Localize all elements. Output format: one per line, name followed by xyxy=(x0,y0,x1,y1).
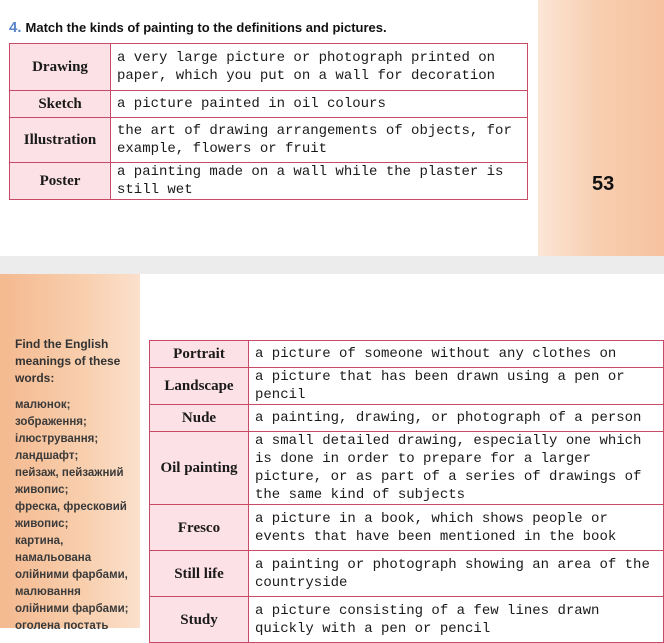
definition-cell: a picture painted in oil colours xyxy=(111,91,528,118)
matching-table-top xyxy=(9,43,528,200)
term-cell: Portrait xyxy=(150,341,249,368)
table-row xyxy=(10,91,528,118)
word-item: намальована xyxy=(15,552,92,564)
word-item: оголена постать xyxy=(15,620,109,632)
definition-cell: a painting made on a wall while the plaster is still wet xyxy=(111,163,528,200)
word-item: картина, xyxy=(15,535,64,547)
sidebar xyxy=(15,336,139,635)
word-item: живопис; xyxy=(15,484,69,496)
definition-cell: a small detailed drawing, especially one which is done in order to prepare for a larger picture, or as part of a series of drawings of the same kind of subjects xyxy=(249,432,664,505)
page-number: 53 xyxy=(592,173,615,195)
table-row xyxy=(10,163,528,200)
table-row xyxy=(150,597,664,643)
word-item: олійними фарбами; xyxy=(15,603,129,615)
table-row xyxy=(150,341,664,368)
term-cell: Illustration xyxy=(10,118,111,163)
table-row xyxy=(10,118,528,163)
word-item: ландшафт; xyxy=(15,450,79,462)
definition-cell: a picture consisting of a few lines drawn quickly with a pen or pencil xyxy=(249,597,664,643)
term-cell: Still life xyxy=(150,551,249,597)
definition-cell: a picture that has been drawn using a pen or pencil xyxy=(249,368,664,405)
word-item: фреска, фресковий xyxy=(15,501,127,513)
word-item: пейзаж, пейзажний xyxy=(15,467,124,479)
definition-cell: a picture of someone without any clothes on xyxy=(249,341,664,368)
bottom-page xyxy=(0,274,664,637)
term-cell: Sketch xyxy=(10,91,111,118)
term-cell: Nude xyxy=(150,405,249,432)
word-item: ілюстрування; xyxy=(15,433,99,445)
term-cell: Oil painting xyxy=(150,432,249,505)
word-item: живопис; xyxy=(15,518,69,530)
task-number: 4. xyxy=(9,19,22,36)
table-row xyxy=(150,505,664,551)
term-cell: Landscape xyxy=(150,368,249,405)
table-row xyxy=(150,551,664,597)
page-margin-band xyxy=(538,0,664,256)
word-item: малюнок; xyxy=(15,399,71,411)
definition-cell: a very large picture or photograph printed on paper, which you put on a wall for decoration xyxy=(111,44,528,91)
term-cell: Study xyxy=(150,597,249,643)
top-page xyxy=(0,0,664,256)
task-instruction: Match the kinds of painting to the definitions and pictures. xyxy=(25,20,387,35)
word-list xyxy=(15,397,139,635)
table-row xyxy=(150,368,664,405)
word-item: зображення; xyxy=(15,416,87,428)
definition-cell: a painting or photograph showing an area of the countryside xyxy=(249,551,664,597)
term-cell: Drawing xyxy=(10,44,111,91)
term-cell: Fresco xyxy=(150,505,249,551)
definition-cell: a painting, drawing, or photograph of a person xyxy=(249,405,664,432)
task-title xyxy=(9,19,387,36)
word-item: малювання xyxy=(15,586,81,598)
table-row xyxy=(150,405,664,432)
page-gap xyxy=(0,256,664,274)
term-cell: Poster xyxy=(10,163,111,200)
table-row xyxy=(150,432,664,505)
table-row xyxy=(10,44,528,91)
definition-cell: the art of drawing arrangements of objects, for example, flowers or fruit xyxy=(111,118,528,163)
sidebar-heading: Find the English meanings of these words: xyxy=(15,337,121,385)
definition-cell: a picture in a book, which shows people or events that have been mentioned in the book xyxy=(249,505,664,551)
word-item: олійними фарбами, xyxy=(15,569,128,581)
matching-table-bottom xyxy=(149,340,664,643)
